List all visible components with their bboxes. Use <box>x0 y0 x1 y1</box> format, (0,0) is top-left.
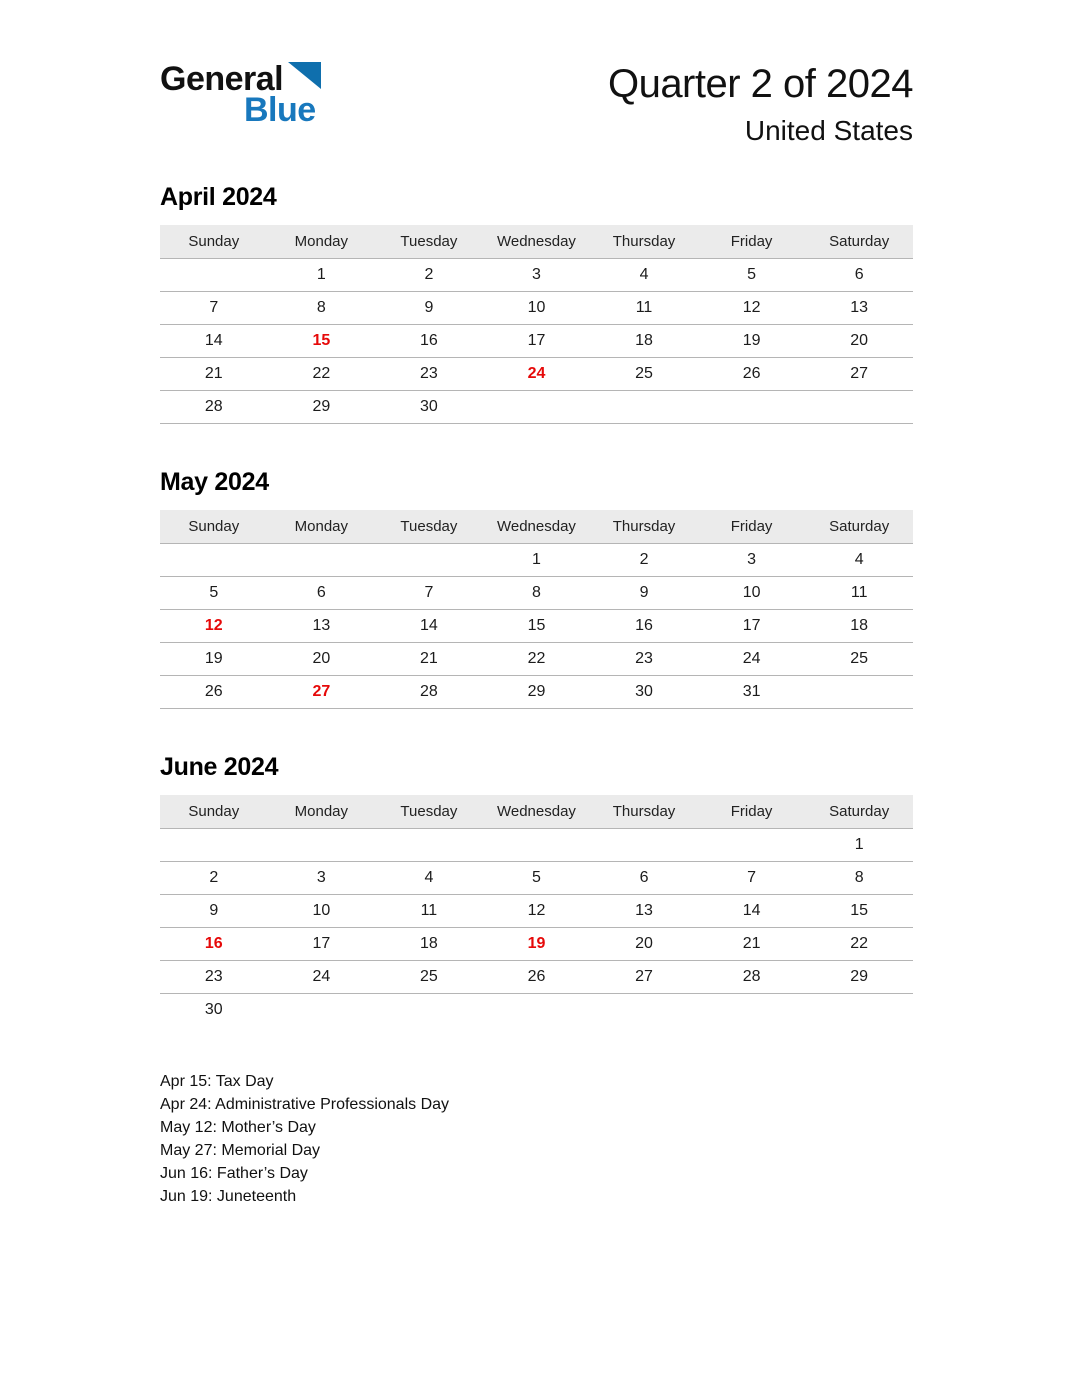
day-cell: 24 <box>483 358 591 391</box>
day-cell: 1 <box>483 544 591 577</box>
empty-cell <box>268 544 376 577</box>
day-cell: 26 <box>698 358 806 391</box>
weekday-header: Wednesday <box>483 795 591 829</box>
month-title: June 2024 <box>160 753 279 781</box>
day-cell: 2 <box>160 862 268 895</box>
day-cell: 21 <box>698 928 806 961</box>
day-cell: 14 <box>698 895 806 928</box>
empty-cell <box>160 544 268 577</box>
week-row <box>160 610 913 643</box>
weekday-header: Saturday <box>805 510 913 544</box>
calendar-table-may-2024 <box>160 510 913 709</box>
weekday-header: Sunday <box>160 225 268 259</box>
page-subtitle: United States <box>744 115 913 146</box>
weekday-header: Monday <box>268 795 376 829</box>
day-cell: 2 <box>590 544 698 577</box>
weekday-header: Thursday <box>590 510 698 544</box>
day-cell: 30 <box>375 391 483 424</box>
page-header <box>160 62 913 147</box>
holiday-item: Jun 16: Father’s Day <box>160 1165 308 1182</box>
day-cell: 10 <box>483 292 591 325</box>
day-cell: 4 <box>375 862 483 895</box>
week-row <box>160 544 913 577</box>
day-cell: 22 <box>268 358 376 391</box>
day-cell: 12 <box>160 610 268 643</box>
calendar-table-april-2024 <box>160 225 913 424</box>
empty-cell <box>805 391 913 424</box>
logo-triangle-icon <box>287 62 321 93</box>
day-cell: 6 <box>268 577 376 610</box>
logo <box>160 62 321 127</box>
day-cell: 13 <box>268 610 376 643</box>
week-row <box>160 643 913 676</box>
day-cell: 24 <box>268 961 376 994</box>
month-title: May 2024 <box>160 468 269 496</box>
month-june-2024 <box>160 753 913 1026</box>
day-cell: 16 <box>590 610 698 643</box>
day-cell: 15 <box>805 895 913 928</box>
day-cell: 18 <box>805 610 913 643</box>
title-block <box>608 62 913 147</box>
page-title: Quarter 2 of 2024 <box>607 62 913 106</box>
day-cell: 3 <box>698 544 806 577</box>
day-cell: 26 <box>160 676 268 709</box>
day-cell: 25 <box>375 961 483 994</box>
empty-cell <box>590 829 698 862</box>
day-cell: 16 <box>375 325 483 358</box>
day-cell: 7 <box>698 862 806 895</box>
day-cell: 9 <box>590 577 698 610</box>
weekday-header: Wednesday <box>483 510 591 544</box>
day-cell: 14 <box>375 610 483 643</box>
week-row <box>160 577 913 610</box>
empty-cell <box>590 391 698 424</box>
month-april-2024 <box>160 183 913 424</box>
day-cell: 8 <box>805 862 913 895</box>
logo-text-general: General <box>160 60 284 98</box>
day-cell: 5 <box>698 259 806 292</box>
empty-cell <box>483 994 591 1027</box>
day-cell: 27 <box>805 358 913 391</box>
day-cell: 20 <box>805 325 913 358</box>
day-cell: 8 <box>268 292 376 325</box>
day-cell: 23 <box>375 358 483 391</box>
day-cell: 24 <box>698 643 806 676</box>
day-cell: 26 <box>483 961 591 994</box>
holiday-item: May 27: Memorial Day <box>160 1142 321 1159</box>
day-cell: 23 <box>160 961 268 994</box>
day-cell: 19 <box>160 643 268 676</box>
day-cell: 29 <box>268 391 376 424</box>
day-cell: 6 <box>805 259 913 292</box>
day-cell: 16 <box>160 928 268 961</box>
empty-cell <box>483 829 591 862</box>
day-cell: 9 <box>375 292 483 325</box>
weekday-header: Wednesday <box>483 225 591 259</box>
day-cell: 8 <box>483 577 591 610</box>
week-row <box>160 325 913 358</box>
weekday-header: Sunday <box>160 510 268 544</box>
day-cell: 11 <box>590 292 698 325</box>
week-row <box>160 391 913 424</box>
day-cell: 19 <box>483 928 591 961</box>
month-title: April 2024 <box>160 183 277 211</box>
weekday-header: Thursday <box>590 795 698 829</box>
logo-text-blue: Blue <box>244 91 316 129</box>
day-cell: 28 <box>698 961 806 994</box>
empty-cell <box>698 829 806 862</box>
day-cell: 14 <box>160 325 268 358</box>
day-cell: 17 <box>268 928 376 961</box>
day-cell: 30 <box>204 1001 223 1018</box>
day-cell: 23 <box>590 643 698 676</box>
day-cell: 27 <box>590 961 698 994</box>
day-cell: 3 <box>268 862 376 895</box>
day-cell: 11 <box>805 577 913 610</box>
day-cell: 21 <box>375 643 483 676</box>
day-cell: 28 <box>375 676 483 709</box>
day-cell: 15 <box>268 325 376 358</box>
day-cell: 5 <box>483 862 591 895</box>
day-cell: 6 <box>590 862 698 895</box>
week-row <box>160 829 913 862</box>
empty-cell <box>375 829 483 862</box>
week-row <box>160 358 913 391</box>
day-cell: 1 <box>805 829 913 862</box>
holiday-list <box>160 1070 913 1208</box>
day-cell: 4 <box>805 544 913 577</box>
day-cell: 2 <box>375 259 483 292</box>
day-cell: 27 <box>268 676 376 709</box>
weekday-header: Tuesday <box>375 225 483 259</box>
empty-cell <box>805 676 913 709</box>
empty-cell <box>698 391 806 424</box>
day-cell: 3 <box>483 259 591 292</box>
day-cell: 11 <box>375 895 483 928</box>
empty-cell <box>483 391 591 424</box>
day-cell: 13 <box>590 895 698 928</box>
day-cell: 20 <box>590 928 698 961</box>
week-row <box>160 676 913 709</box>
empty-cell <box>698 994 806 1027</box>
day-cell: 29 <box>483 676 591 709</box>
weekday-header: Friday <box>698 510 806 544</box>
day-cell: 9 <box>160 895 268 928</box>
weekday-header: Saturday <box>805 795 913 829</box>
weekday-header: Monday <box>268 510 376 544</box>
empty-cell <box>268 994 376 1027</box>
weekday-header: Monday <box>268 225 376 259</box>
weekday-header: Tuesday <box>375 795 483 829</box>
day-cell: 13 <box>805 292 913 325</box>
calendar-table-june-2024 <box>160 795 913 1026</box>
empty-cell <box>160 259 268 292</box>
empty-cell <box>590 994 698 1027</box>
weekday-header: Tuesday <box>375 510 483 544</box>
week-row <box>160 928 913 961</box>
day-cell: 21 <box>160 358 268 391</box>
weekday-header: Sunday <box>160 795 268 829</box>
day-cell: 25 <box>590 358 698 391</box>
day-cell: 31 <box>698 676 806 709</box>
day-cell: 17 <box>698 610 806 643</box>
day-cell: 22 <box>805 928 913 961</box>
day-cell: 18 <box>590 325 698 358</box>
week-row <box>160 961 913 994</box>
day-cell: 1 <box>268 259 376 292</box>
week-row <box>160 259 913 292</box>
months-container <box>160 183 913 1026</box>
week-row <box>160 994 913 1027</box>
month-may-2024 <box>160 468 913 709</box>
day-cell: 5 <box>160 577 268 610</box>
week-row <box>160 895 913 928</box>
day-cell: 7 <box>375 577 483 610</box>
day-cell: 18 <box>375 928 483 961</box>
day-cell: 10 <box>268 895 376 928</box>
day-cell: 4 <box>590 259 698 292</box>
day-cell: 12 <box>698 292 806 325</box>
day-cell: 19 <box>698 325 806 358</box>
empty-cell <box>375 544 483 577</box>
day-cell: 29 <box>805 961 913 994</box>
empty-cell <box>160 829 268 862</box>
day-cell: 10 <box>698 577 806 610</box>
day-cell: 30 <box>590 676 698 709</box>
day-cell: 7 <box>160 292 268 325</box>
week-row <box>160 862 913 895</box>
weekday-header: Friday <box>698 225 806 259</box>
holiday-item: Apr 24: Administrative Professionals Day <box>160 1096 450 1113</box>
empty-cell <box>268 829 376 862</box>
day-cell: 28 <box>160 391 268 424</box>
day-cell: 12 <box>483 895 591 928</box>
day-cell: 22 <box>483 643 591 676</box>
weekday-header: Thursday <box>590 225 698 259</box>
day-cell: 15 <box>483 610 591 643</box>
day-cell: 25 <box>805 643 913 676</box>
holiday-item: Apr 15: Tax Day <box>160 1073 274 1090</box>
weekday-header: Saturday <box>805 225 913 259</box>
empty-cell <box>375 994 483 1027</box>
week-row <box>160 292 913 325</box>
empty-cell <box>805 994 913 1027</box>
holiday-item: May 12: Mother’s Day <box>160 1119 316 1136</box>
holiday-item: Jun 19: Juneteenth <box>160 1188 297 1205</box>
day-cell: 20 <box>268 643 376 676</box>
day-cell: 17 <box>483 325 591 358</box>
weekday-header: Friday <box>698 795 806 829</box>
